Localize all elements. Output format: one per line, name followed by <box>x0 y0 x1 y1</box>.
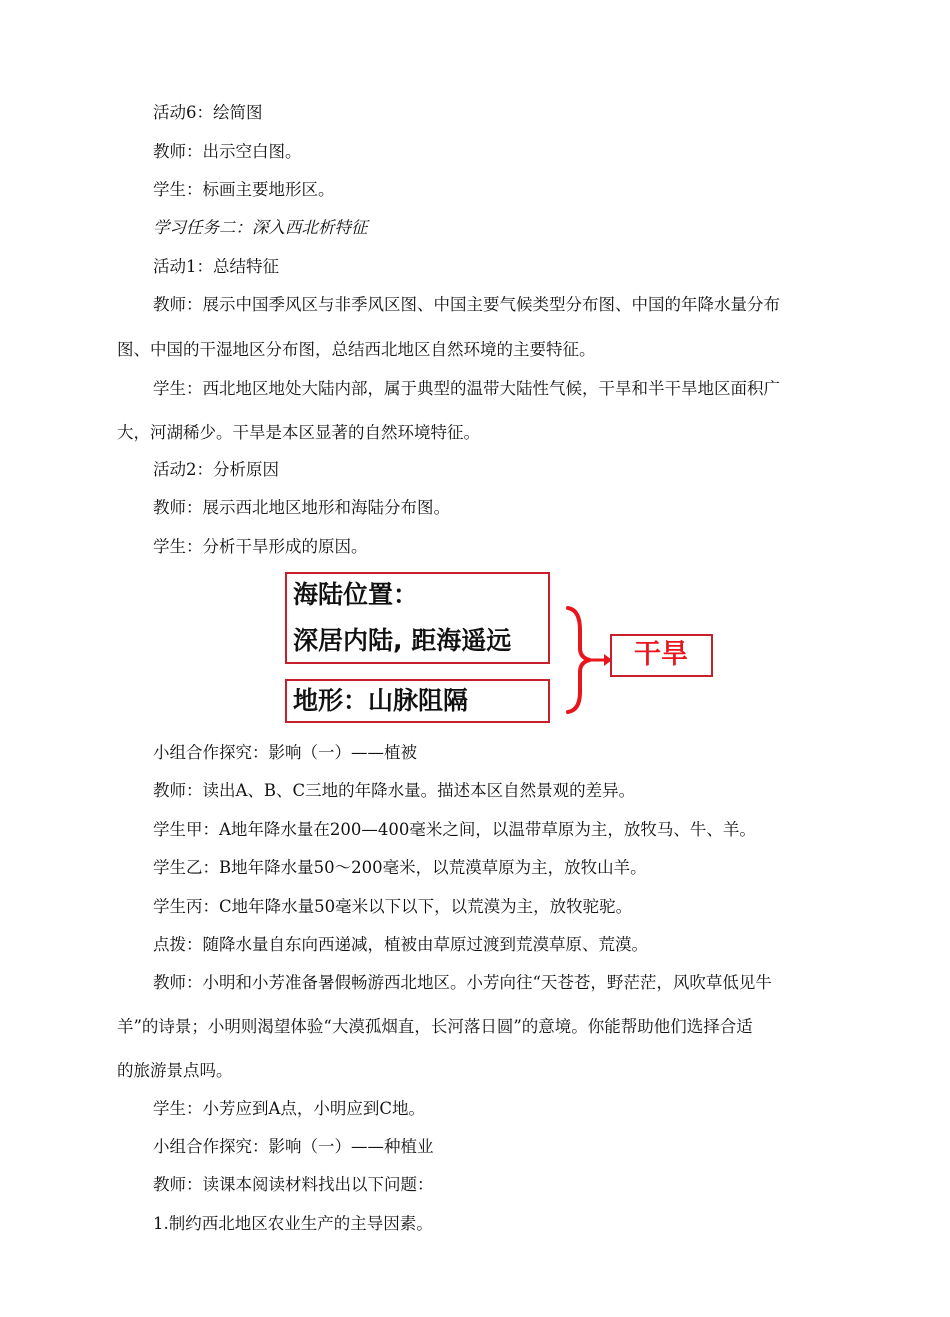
paragraph: 活动1：总结特征 <box>153 257 279 276</box>
section-heading: 小组合作探究：影响（一）——植被 <box>153 743 417 762</box>
location-box <box>285 572 550 664</box>
paragraph: 的旅游景点吗。 <box>117 1061 233 1080</box>
terrain-box <box>285 679 550 723</box>
paragraph: 点拨：随降水量自东向西递减，植被由草原过渡到荒漠草原、荒漠。 <box>153 935 648 954</box>
paragraph: 学生甲：A地年降水量在200—400毫米之间，以温带草原为主，放牧马、牛、羊。 <box>153 820 756 839</box>
paragraph: 学生：西北地区地处大陆内部，属于典型的温带大陆性气候，干旱和半干旱地区面积广 <box>153 379 780 398</box>
paragraph: 学生：小芳应到A点，小明应到C地。 <box>153 1099 426 1118</box>
paragraph: 学生：分析干旱形成的原因。 <box>153 537 368 556</box>
paragraph: 学生丙：C地年降水量50毫米以下以下，以荒漠为主，放牧驼驼。 <box>153 897 633 916</box>
section-heading: 学习任务二：深入西北析特征 <box>153 218 368 237</box>
paragraph: 学生：标画主要地形区。 <box>153 180 335 199</box>
terrain-text: 地形：山脉阻隔 <box>293 686 469 715</box>
paragraph: 教师：展示中国季风区与非季风区图、中国主要气候类型分布图、中国的年降水量分布 <box>153 295 780 314</box>
section-heading: 小组合作探究：影响（一）——种植业 <box>153 1137 434 1156</box>
paragraph: 活动6：绘简图 <box>153 103 263 122</box>
paragraph: 羊”的诗景；小明则渴望体验“大漠孤烟直，长河落日圆”的意境。你能帮助他们选择合适 <box>117 1017 753 1036</box>
result-text: 干旱 <box>634 639 688 670</box>
paragraph: 1.制约西北地区农业生产的主导因素。 <box>153 1214 433 1233</box>
paragraph: 教师：出示空白图。 <box>153 142 302 161</box>
paragraph: 教师：展示西北地区地形和海陆分布图。 <box>153 498 450 517</box>
paragraph: 图、中国的干湿地区分布图，总结西北地区自然环境的主要特征。 <box>117 340 596 359</box>
paragraph: 学生乙：B地年降水量50～200毫米，以荒漠草原为主，放牧山羊。 <box>153 858 647 877</box>
paragraph: 活动2：分析原因 <box>153 460 279 479</box>
paragraph: 大，河湖稀少。干旱是本区显著的自然环境特征。 <box>117 423 480 442</box>
paragraph: 教师：读课本阅读材料找出以下问题： <box>153 1175 434 1194</box>
location-title: 海陆位置： <box>293 580 419 609</box>
paragraph: 教师：小明和小芳准备暑假畅游西北地区。小芳向往“天苍苍，野茫茫，风吹草低见牛 <box>153 973 772 992</box>
paragraph: 教师：读出A、B、C三地的年降水量。描述本区自然景观的差异。 <box>153 781 636 800</box>
result-box <box>610 634 713 677</box>
location-detail: 深居内陆, 距海遥远 <box>293 626 512 655</box>
